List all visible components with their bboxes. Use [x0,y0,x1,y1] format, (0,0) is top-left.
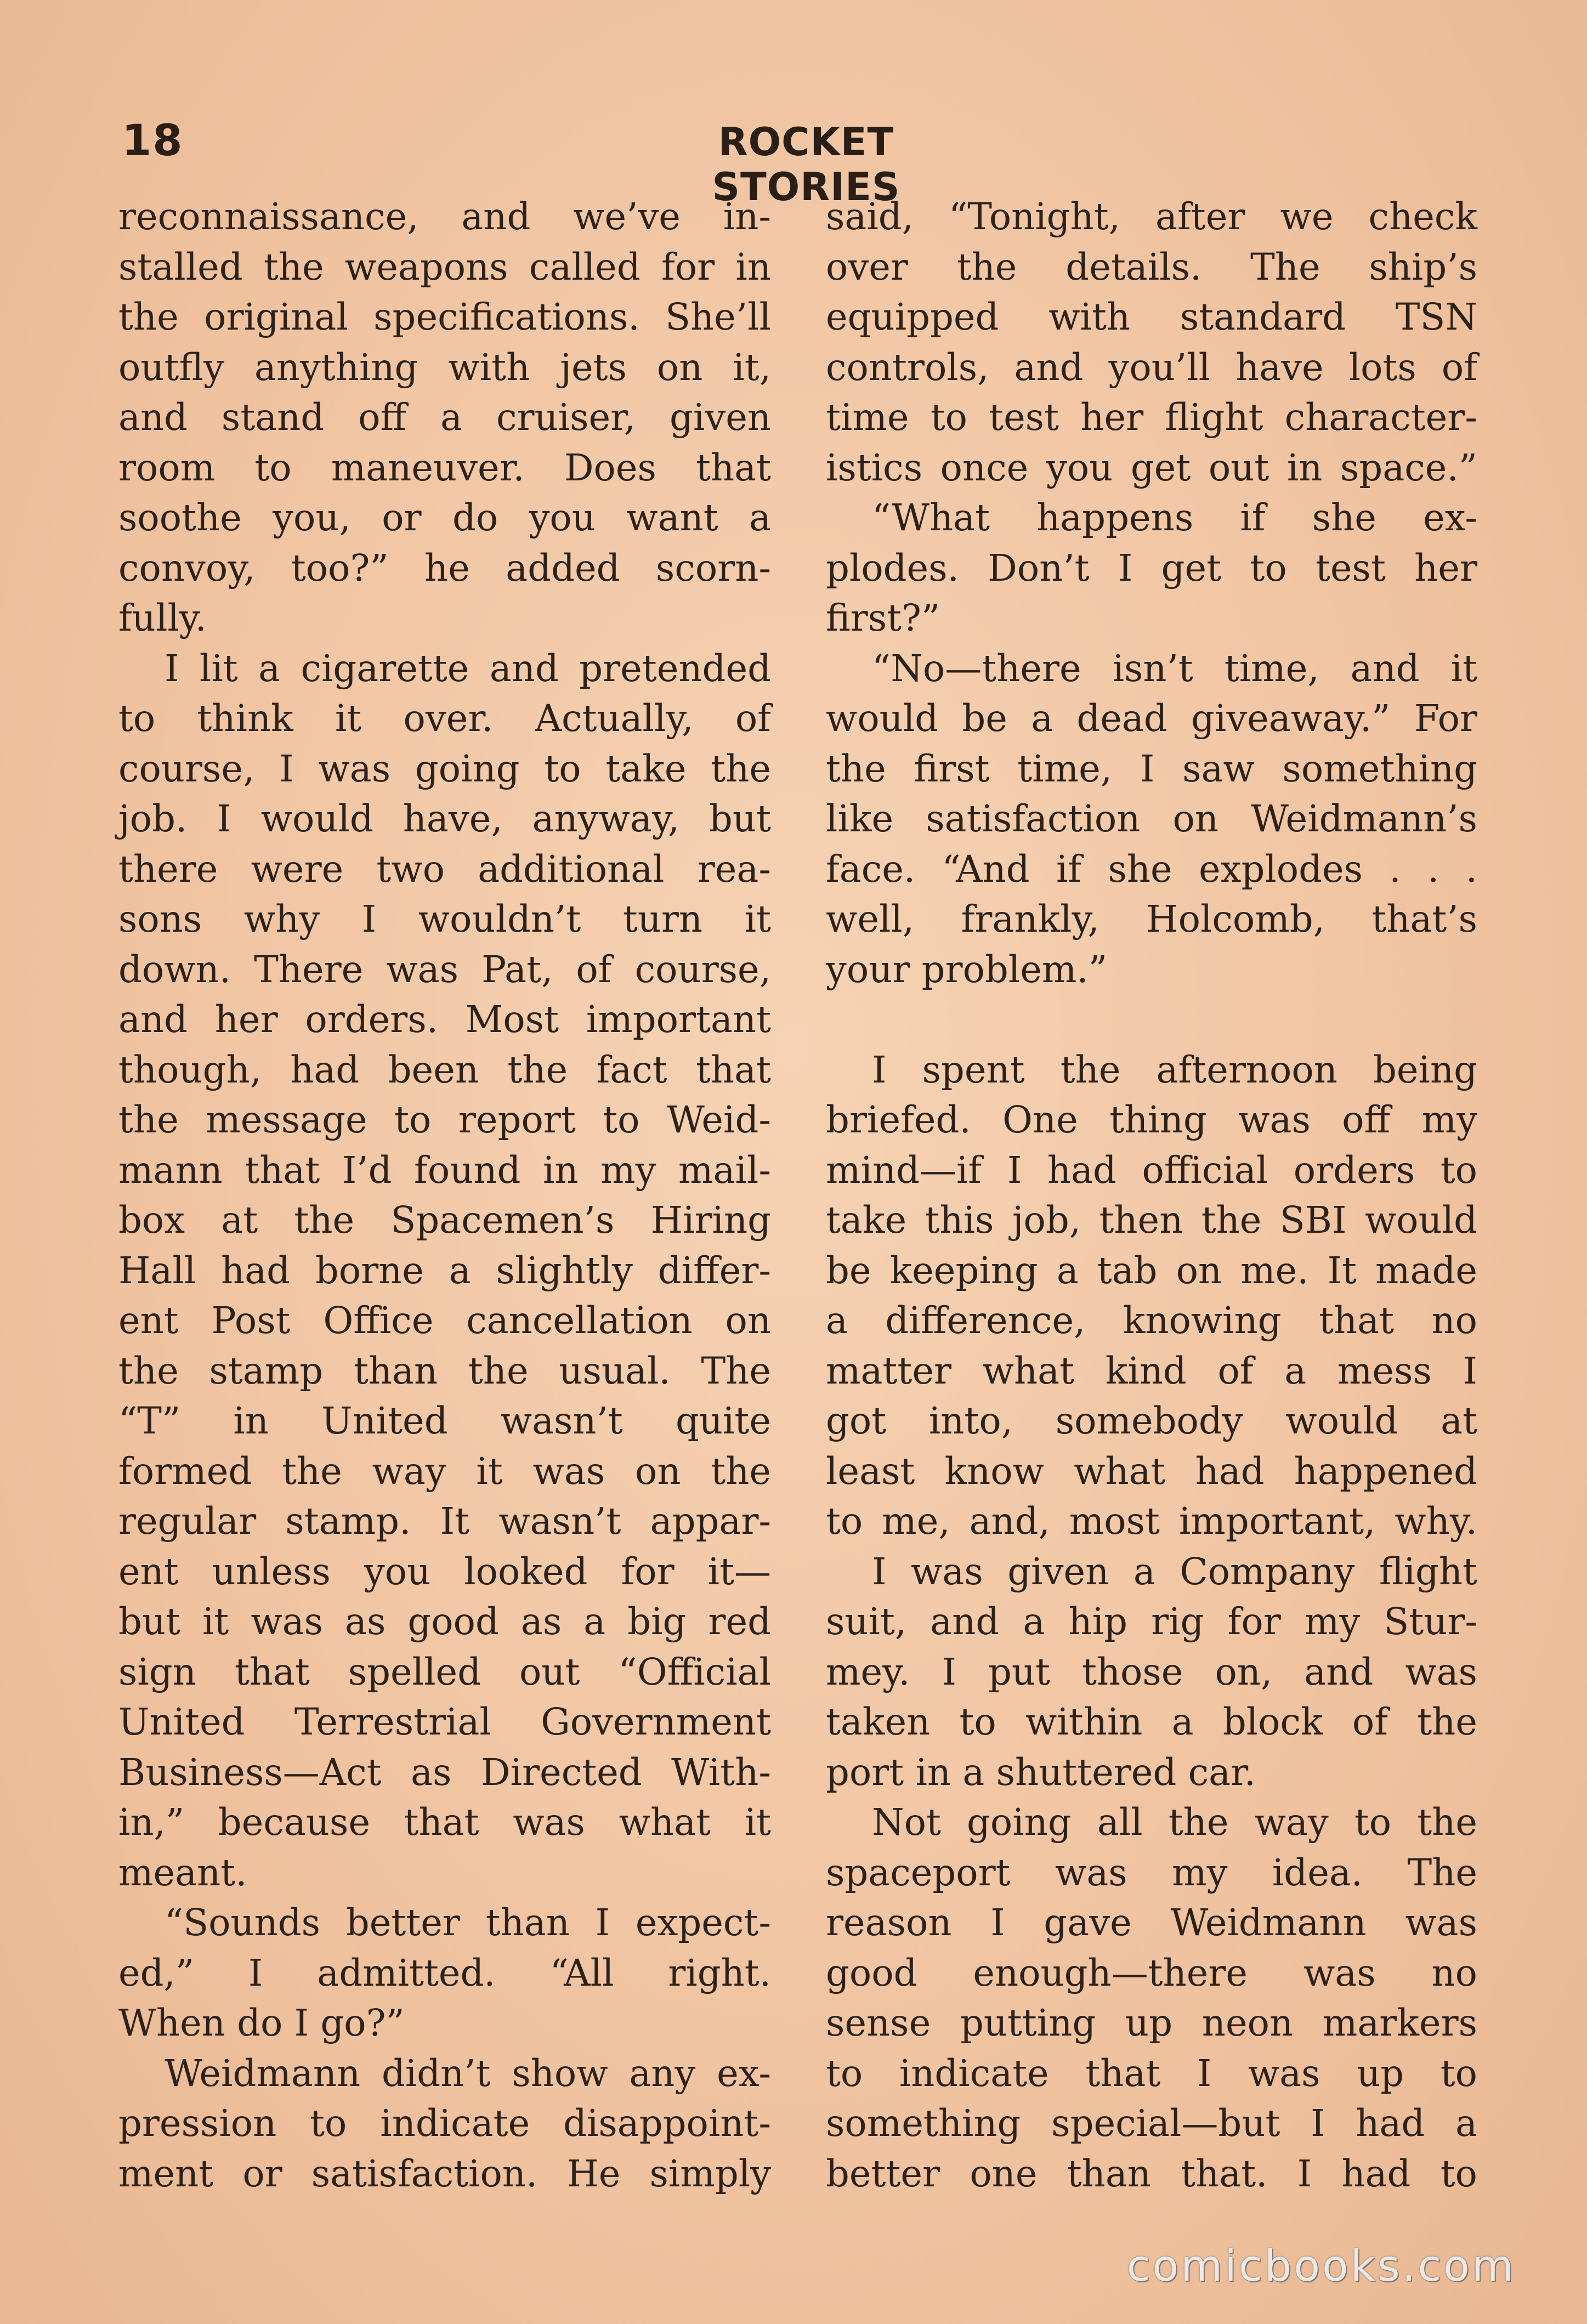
text-line: mind—if I had official orders to [826,1148,1477,1192]
text-line: room to maneuver. Does that [118,446,771,489]
text-line: the first time, I saw something [826,747,1477,790]
text-line: to think it over. Actually, of [118,697,771,740]
text-line: good enough—there was no [826,1951,1477,1994]
text-line: stalled the weapons called for in [118,245,771,288]
text-line: your problem.” [826,948,1107,991]
text-line: “What happens if she ex- [872,496,1477,539]
text-line: a difference, knowing that no [826,1299,1477,1342]
text-line: ment or satisfaction. He simply [118,2152,771,2195]
text-line: ent unless you looked for it— [118,1550,771,1593]
text-line: sign that spelled out “Official [118,1650,771,1693]
text-line: outfly anything with jets on it, [118,345,771,389]
text-line: Weidmann didn’t show any ex- [165,2051,771,2095]
text-line: like satisfaction on Weidmann’s [826,797,1477,840]
text-line: something special—but I had a [826,2102,1477,2145]
text-line: sons why I wouldn’t turn it [118,898,771,940]
text-line: time to test her flight character- [826,396,1477,439]
text-line: I lit a cigarette and pretended [165,647,771,690]
text-line: soothe you, or do you want a [118,496,771,539]
text-line: istics once you get out in space.” [826,446,1477,489]
text-line: in,” because that was what it [118,1801,771,1844]
text-line: the message to report to Weid- [118,1098,771,1141]
text-line: there were two additional rea- [118,847,771,891]
text-line: equipped with standard TSN [826,296,1477,338]
text-line: ed,” I admitted. “All right. [118,1951,771,1994]
right-text-column [826,192,1477,2199]
text-line: reconnaissance, and we’ve in- [118,195,771,238]
text-line: though, had been the fact that [118,1048,771,1091]
text-line: the stamp than the usual. The [118,1349,771,1392]
text-line: mann that I’d found in my mail- [118,1148,771,1192]
text-line: got into, somebody would at [826,1399,1477,1442]
text-line: matter what kind of a mess I [826,1349,1477,1392]
text-line: spaceport was my idea. The [826,1851,1477,1894]
text-line: I was given a Company flight [872,1550,1477,1593]
page-number: 18 [122,116,184,166]
text-line: and her orders. Most important [118,998,771,1041]
running-title: ROCKET STORIES [712,120,900,209]
text-line: box at the Spacemen’s Hiring [118,1199,771,1242]
text-line: taken to within a block of the [826,1701,1477,1743]
text-line: to me, and, most important, why. [826,1500,1477,1543]
text-line: to indicate that I was up to [826,2051,1477,2095]
site-watermark: comicbooks.com [1126,2242,1516,2291]
text-line: I spent the afternoon being [872,1048,1477,1091]
text-line: Hall had borne a slightly differ- [118,1249,771,1292]
text-line: plodes. Don’t I get to test her [826,546,1477,589]
text-line: United Terrestrial Government [118,1701,771,1743]
text-line: but it was as good as a big red [118,1600,771,1643]
text-line: Not going all the way to the [872,1801,1477,1844]
text-line: over the details. The ship’s [826,245,1477,288]
text-line: reason I gave Weidmann was [826,1901,1477,1944]
text-line: sense putting up neon markers [826,2002,1477,2044]
text-line: briefed. One thing was off my [826,1098,1477,1141]
text-line: ent Post Office cancellation on [118,1299,771,1342]
text-line: least know what had happened [826,1449,1477,1493]
text-line: well, frankly, Holcomb, that’s [826,898,1477,940]
text-line: pression to indicate disappoint- [118,2102,771,2145]
text-line: fully. [118,597,207,639]
text-line: suit, and a hip rig for my Stur- [826,1600,1477,1643]
text-line: and stand off a cruiser, given [118,396,771,439]
text-line: mey. I put those on, and was [826,1650,1477,1693]
section-break [826,995,1477,1045]
text-line: down. There was Pat, of course, [118,948,771,991]
text-line: port in a shuttered car. [826,1750,1256,1794]
text-line: “T” in United wasn’t quite [118,1399,771,1442]
text-line: “Sounds better than I expect- [165,1901,771,1944]
text-line: Business—Act as Directed With- [118,1750,771,1794]
text-line: take this job, then the SBI would [826,1199,1477,1242]
left-text-column [118,192,771,2199]
text-line: be keeping a tab on me. It made [826,1249,1477,1292]
text-line: said, “Tonight, after we check [826,195,1477,238]
text-line: regular stamp. It wasn’t appar- [118,1500,771,1543]
text-line: controls, and you’ll have lots of [826,345,1477,389]
text-line: course, I was going to take the [118,747,771,790]
text-line: the original specifications. She’ll [118,296,771,338]
text-line: face. “And if she explodes . . . [826,847,1477,891]
text-line: better one than that. I had to [826,2152,1477,2195]
text-line: convoy, too?” he added scorn- [118,546,771,589]
text-line: meant. [118,1851,247,1894]
text-line: first?” [826,597,940,639]
text-line: “No—there isn’t time, and it [872,647,1477,690]
text-line: job. I would have, anyway, but [118,797,771,840]
text-line: formed the way it was on the [118,1449,771,1493]
text-line: When do I go?” [118,2002,405,2044]
text-line: would be a dead giveaway.” For [826,697,1477,740]
